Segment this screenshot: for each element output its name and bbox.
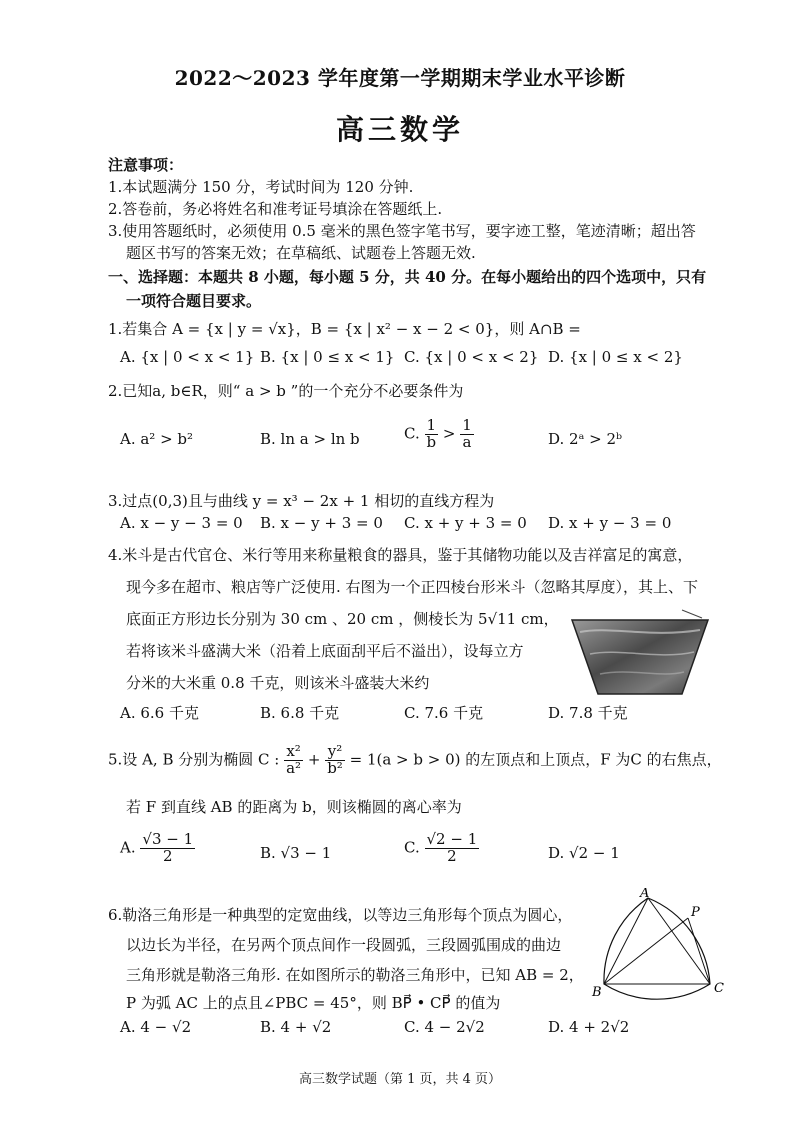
q5-frac-x-den: a² — [286, 758, 302, 777]
q2-option-d: D. 2ᵃ > 2ᵇ — [548, 430, 623, 448]
q5-option-d: D. √2 − 1 — [548, 844, 620, 862]
q4-line: 现今多在超市、粮店等广泛使用. 右图为一个正四棱台形米斗（忽略其厚度），其上、下 — [126, 578, 699, 596]
q3-option-a: A. x − y − 3 = 0 — [120, 514, 243, 532]
q5-option-c — [404, 832, 479, 865]
q5-stem — [108, 744, 722, 777]
section-header-cont: 一项符合题目要求。 — [126, 292, 262, 310]
q6-option-b: B. 4 + √2 — [260, 1018, 332, 1036]
q2-frac-right-num: 1 — [462, 416, 472, 434]
q4-option-b: B. 6.8 千克 — [260, 704, 340, 722]
q5-option-a-frac — [140, 832, 195, 865]
q2-option-b: B. ln a > ln b — [260, 430, 360, 448]
q1-stem: 1.若集合 A = {x | y = √x}，B = {x | x² − x − 2 < 0}，则 A∩B = — [108, 320, 581, 338]
q5-line2: 若 F 到直线 AB 的距离为 b，则该椭圆的离心率为 — [126, 798, 462, 816]
notes-heading: 注意事项： — [108, 156, 184, 174]
q1-option-a: A. {x | 0 < x < 1} — [120, 348, 255, 366]
reuleaux-triangle-figure — [590, 888, 735, 1003]
q6-option-c: C. 4 − 2√2 — [404, 1018, 485, 1036]
note-item: 3.使用答题纸时，必须使用 0.5 毫米的黑色签字笔书写，要字迹工整，笔迹清晰；超出答 — [108, 222, 696, 240]
q2-option-c-prefix: C. — [404, 424, 420, 443]
fig-label-b: B — [592, 985, 602, 1000]
note-item: 2.答卷前，务必将姓名和准考证号填涂在答题纸上. — [108, 200, 443, 218]
q5-option-a-den: 2 — [162, 846, 173, 865]
q3-stem: 3.过点(0,3)且与曲线 y = x³ − 2x + 1 相切的直线方程为 — [108, 492, 495, 510]
q2-frac-right-den: a — [462, 432, 472, 451]
q4-option-c: C. 7.6 千克 — [404, 704, 484, 722]
note-item: 1.本试题满分 150 分，考试时间为 120 分钟. — [108, 178, 414, 196]
q2-options — [120, 418, 680, 468]
exam-title: 2022～2023 学年度第一学期期末学业水平诊断 — [174, 66, 626, 90]
fig-label-a: A — [640, 888, 650, 901]
q6-option-a: A. 4 − √2 — [120, 1018, 192, 1036]
q4-option-d: D. 7.8 千克 — [548, 704, 628, 722]
q3-option-c: C. x + y + 3 = 0 — [404, 514, 527, 532]
q5-frac-x-num: x² — [284, 744, 303, 761]
note-item: 题区书写的答案无效；在草稿纸、试题卷上答题无效. — [126, 244, 476, 262]
q5-option-a — [120, 832, 195, 865]
q5-option-c-frac — [425, 832, 480, 865]
q5-frac-y — [325, 744, 345, 777]
page-footer: 高三数学试题（第 1 页，共 4 页） — [298, 1072, 502, 1087]
q6-line: 三角形就是勒洛三角形. 在如图所示的勒洛三角形中，已知 AB = 2， — [126, 966, 584, 984]
q6-option-d: D. 4 + 2√2 — [548, 1018, 630, 1036]
q4-line: 4.米斗是古代官仓、米行等用来称量粮食的器具，鉴于其储物功能以及吉祥富足的寓意， — [108, 546, 693, 564]
q5-option-a-num: √3 − 1 — [142, 830, 194, 848]
q4-line: 分米的大米重 0.8 千克，则该米斗盛装大米约 — [126, 674, 430, 692]
q2-option-a: A. a² > b² — [120, 430, 194, 448]
q5-option-c-num: √2 − 1 — [426, 830, 478, 848]
q2-option-c-gt: > — [442, 424, 456, 443]
q6-line: P 为弧 AC 上的点且∠PBC = 45°，则 BP⃗ • CP⃗ 的值为 — [126, 994, 501, 1012]
q5-stem-suffix: = 1(a > b > 0) 的左顶点和上顶点，F 为C 的右焦点， — [349, 750, 722, 769]
q2-frac-left-num: 1 — [425, 418, 439, 435]
q5-option-b: B. √3 − 1 — [260, 844, 332, 862]
q3-option-d: D. x + y − 3 = 0 — [548, 514, 672, 532]
q3-options — [120, 514, 680, 540]
fig-label-c: C — [714, 981, 724, 996]
q6-line: 以边长为半径，在另两个顶点间作一段圆弧，三段圆弧围成的曲边 — [126, 936, 562, 954]
q2-stem: 2.已知a, b∈R，则“ a > b ”的一个充分不必要条件为 — [108, 382, 464, 400]
q5-frac-y-num: y² — [325, 744, 345, 761]
q1-options — [120, 348, 683, 374]
q5-option-c-prefix: C. — [404, 838, 420, 857]
q1-option-d: D. {x | 0 ≤ x < 2} — [548, 348, 683, 366]
q5-option-a-prefix: A. — [120, 838, 136, 857]
exam-subject: 高三数学 — [335, 113, 464, 146]
q4-line: 若将该米斗盛满大米（沿着上底面刮平后不溢出），设每立方 — [126, 642, 524, 660]
q6-options — [120, 1018, 680, 1044]
q5-plus: + — [307, 750, 321, 769]
q4-option-a: A. 6.6 千克 — [120, 704, 199, 722]
q2-frac-left-den: b — [426, 432, 437, 451]
q1-option-b: B. {x | 0 ≤ x < 1} — [260, 348, 395, 366]
q6-line: 6.勒洛三角形是一种典型的定宽曲线，以等边三角形每个顶点为圆心， — [108, 906, 573, 924]
q3-option-b: B. x − y + 3 = 0 — [260, 514, 383, 532]
q5-stem-prefix: 5.设 A, B 分别为椭圆 C : — [108, 750, 280, 769]
q4-line: 底面正方形边长分别为 30 cm 、20 cm ，侧棱长为 5√11 cm， — [126, 610, 559, 628]
q2-frac-left — [425, 418, 439, 451]
fig-label-p: P — [691, 905, 700, 920]
q4-options — [120, 702, 680, 728]
section-header: 一、选择题：本题共 8 小题，每小题 5 分，共 40 分。在每小题给出的四个选项中，只有 — [108, 268, 707, 286]
q1-option-c: C. {x | 0 < x < 2} — [404, 348, 539, 366]
q5-frac-x — [284, 744, 303, 777]
rice-measure-photo — [570, 608, 710, 698]
q5-options — [120, 832, 680, 882]
q5-option-c-den: 2 — [447, 846, 457, 865]
q5-frac-y-den: b² — [327, 758, 343, 777]
q2-option-c — [404, 418, 474, 451]
q2-frac-right — [460, 418, 474, 451]
